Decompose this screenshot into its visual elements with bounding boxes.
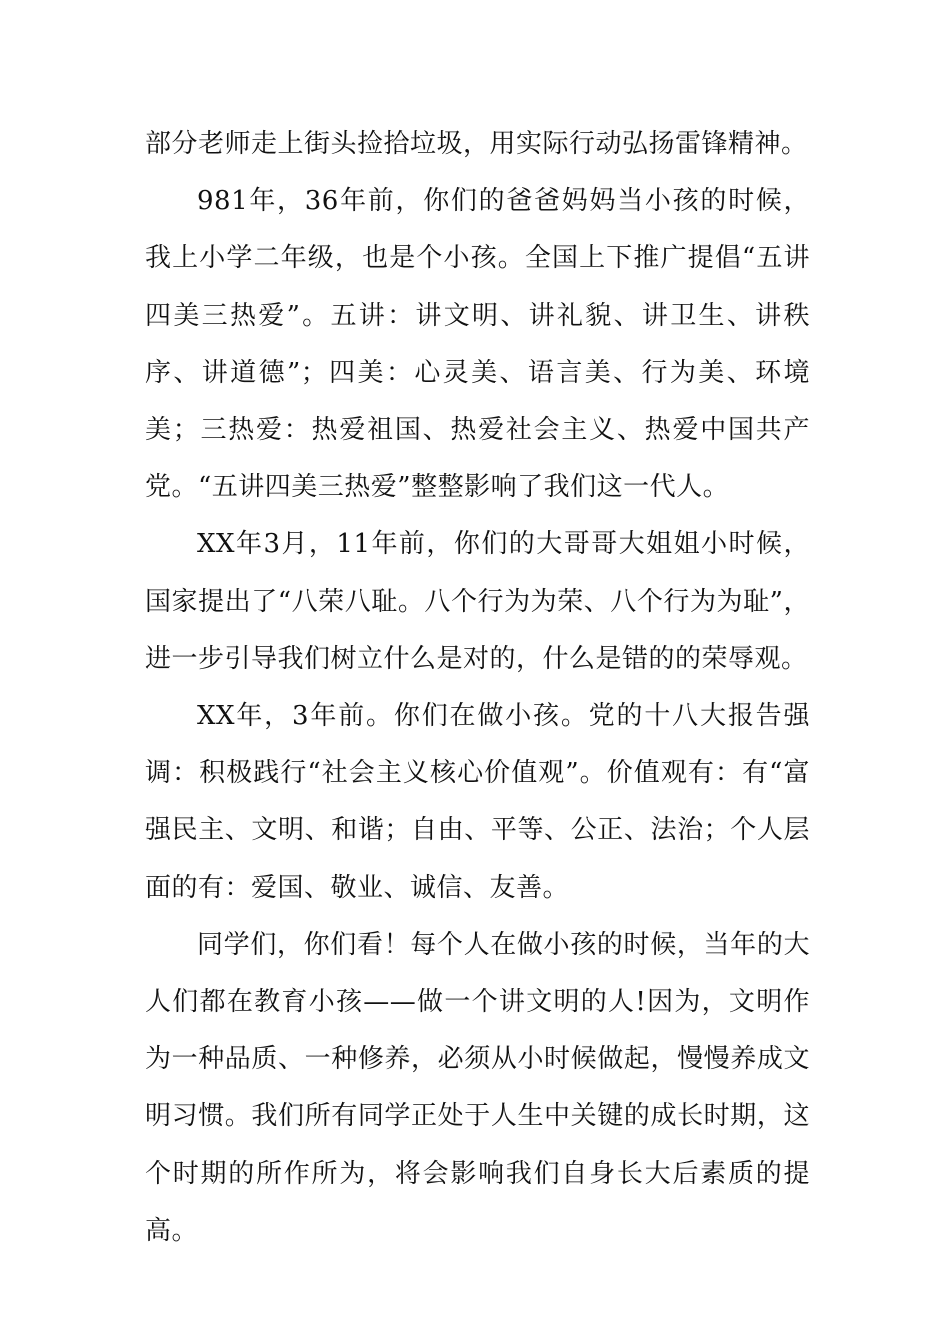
paragraph-2: 981年，36年前，你们的爸爸妈妈当小孩的时候，我上小学二年级，也是个小孩。全国上下推广提倡“五讲四美三热爱”。五讲：讲文明、讲礼貌、讲卫生、讲秩序、讲道德”；四美：心灵美、语言美、行为美、环境美；三热爱：热爱祖国、热爱社会主义、热爱中国共产党。“五讲四美三热爱”整整影响了我们这一代人。	[145, 186, 810, 503]
paragraph-1: 部分老师走上街头捡拾垃圾，用实际行动弘扬雷锋精神。	[145, 129, 808, 159]
paragraph-5: 同学们，你们看！每个人在做小孩的时候，当年的大人们都在教育小孩——做一个讲文明的人!因为，文明作为一种品质、一种修养，必须从小时候做起，慢慢养成文明习惯。我们所有同学正处于人生中关键的成长时期，这个时期的所作所为，将会影响我们自身长大后素质的提高。	[145, 929, 810, 1246]
document-body	[145, 116, 810, 1260]
paragraph-3: XX年3月，11年前，你们的大哥哥大姐姐小时候，国家提出了“八荣八耻。八个行为为荣、八个行为为耻”，进一步引导我们树立什么是对的，什么是错的的荣辱观。	[145, 529, 810, 674]
paragraph-4: XX年，3年前。你们在做小孩。党的十八大报告强调：积极践行“社会主义核心价值观”。价值观有：有“富强民主、文明、和谐；自由、平等、公正、法治；个人层面的有：爱国、敬业、诚信、友善。	[145, 701, 810, 903]
